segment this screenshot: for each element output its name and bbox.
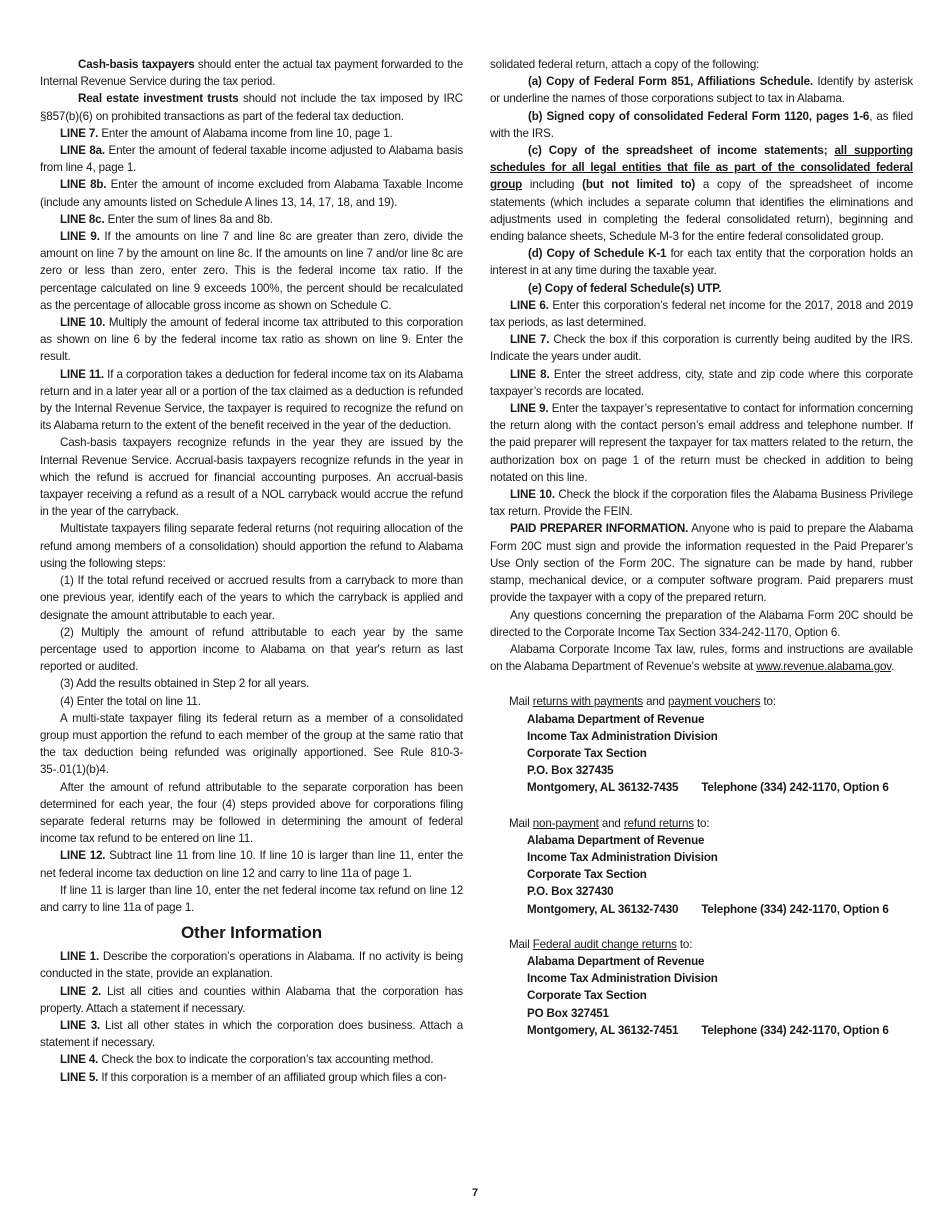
website-link[interactable]: www.revenue.alabama.gov <box>756 660 892 674</box>
paragraph-line-6: LINE 6. Enter this corporation’s federal net income for the 2017, 2018 and 2019 tax periods, as last determined. <box>490 298 913 330</box>
paragraph: Real estate investment trusts should not include the tax imposed by IRC §857(b)(6) on prohibited transactions as part of the federal tax deduction. <box>40 92 464 123</box>
item-d: (d) Copy of Schedule K-1 for each tax entity that the corporation holds an interest in at any time during the taxable year. <box>490 247 913 278</box>
mail-intro: Mail returns with payments and payment vouchers to: <box>509 695 776 709</box>
paragraph: Any questions concerning the preparation of the Alabama Form 20C should be directed to the Corporate Income Tax Section 334-242-1170, Option 6. <box>490 608 913 639</box>
address-city-phone: Montgomery, AL 36132-7435 Telephone (334) 242-1170, Option 6 <box>527 781 889 795</box>
paragraph-line-7: LINE 7. Check the box if this corporation is currently being audited by the IRS. Indicate the years under audit. <box>490 333 913 364</box>
paragraph-oi-line-5: LINE 5. If this corporation is a member of an affiliated group which files a con- <box>60 1070 447 1084</box>
paragraph-line-9: LINE 9. If the amounts on line 7 and line 8c are greater than zero, divide the amount on line 7 by the amount on line 8c. If the amounts on line 7 and/or line 8c are zero or less than zero, enter zero. This is the federal income tax ratio. If the percentage calculated on line 9 exceeds 100%, the percent should be recalculated as the percentage of allocable gross income as shown on Schedule C. <box>40 230 464 312</box>
step-3: (3) Add the results obtained in Step 2 for all years. <box>60 677 310 691</box>
paragraph: If line 11 is larger than line 10, enter the net federal income tax refund on line 12 and carry to line 11a of page 1. <box>40 883 463 914</box>
paragraph-paid-preparer: PAID PREPARER INFORMATION. Anyone who is paid to prepare the Alabama Form 20C must sign and provide the information requested in the Paid Preparer’s Use Only section of the Form 20C. The signature can be made by hand, rubber stamp, mechanical device, or a computer software program. Paid preparers must provide the taxpayer with a copy of the prepared return. <box>490 522 914 605</box>
address-line: Income Tax Administration Division <box>527 972 718 986</box>
left-column <box>40 56 463 1086</box>
paragraph: Cash-basis taxpayers recognize refunds in the year they are issued by the Internal Revenue Service. Accrual-basis taxpayers recognize refunds in the year in which the refund is accrued for financial accounting purposes. An accrual-basis taxpayer receiving a refund as a result of a NOL carryback would accrue the refund in the year of the carryback. <box>40 436 463 519</box>
item-c: (c) Copy of the spreadsheet of income statements; all supporting schedules for all legal entities that file as part of the consolidated federal group including (but not limited to) a copy of the spreadsheet of income statements (which includes a separate column that identifies the eliminations and adjustments used in completing the federal consolidated return), beginning and ending balance sheets, Schedule M-3 for the entire federal consolidated group. <box>490 144 914 244</box>
page-number: 7 <box>471 1187 479 1199</box>
paragraph-line-10: LINE 10. Multiply the amount of federal income tax attributed to this corporation as shown on line 6 by the federal income tax ratio as shown on line 9. Enter the result. <box>40 316 463 364</box>
paragraph-line-8c: LINE 8c. Enter the sum of lines 8a and 8b. <box>60 212 273 226</box>
paragraph: Cash-basis taxpayers should enter the actual tax payment forwarded to the Internal Revenue Service during the tax period. <box>40 58 463 89</box>
paragraph-line-12: LINE 12. Subtract line 11 from line 10. If line 10 is larger than line 11, enter the net federal income tax deduction on line 12 and carry to line 11a of page 1. <box>40 849 464 880</box>
address-line: Alabama Department of Revenue <box>527 712 705 726</box>
address-line: Corporate Tax Section <box>527 868 647 882</box>
address-line: Corporate Tax Section <box>527 746 647 760</box>
address-city-phone: Montgomery, AL 36132-7430 Telephone (334) 242-1170, Option 6 <box>527 902 889 916</box>
item-b: (b) Signed copy of consolidated Federal Form 1120, pages 1-6, as filed with the IRS. <box>490 109 914 140</box>
paragraph-line-8a: LINE 8a. Enter the amount of federal taxable income adjusted to Alabama basis from line 4, page 1. <box>40 144 463 175</box>
address-line: Alabama Department of Revenue <box>527 833 705 847</box>
paragraph-oi-line-3: LINE 3. List all other states in which the corporation does business. Attach a statement if necessary. <box>40 1018 463 1050</box>
paragraph-line-8: LINE 8. Enter the street address, city, state and zip code where this corporate taxpayer’s records are located. <box>490 367 913 398</box>
paragraph: Multistate taxpayers filing separate federal returns (not requiring allocation of the refund among members of a consolidation) should apportion the refund to Alabama using the following steps: <box>40 522 463 570</box>
address-city-phone: Montgomery, AL 36132-7451 Telephone (334) 242-1170, Option 6 <box>527 1023 889 1037</box>
step-4: (4) Enter the total on line 11. <box>60 694 201 708</box>
item-e: (e) Copy of federal Schedule(s) UTP. <box>528 281 722 295</box>
mail-block-federal-audit <box>490 936 913 1039</box>
mail-block-payments <box>490 693 913 796</box>
paragraph-line-9: LINE 9. Enter the taxpayer’s representative to contact for information concerning the return along with the contact person’s email address and telephone number. If the paid preparer will represent the taxpayer for tax matters related to the return, the authorization box on page 1 of the return must be checked in addition to being notated on this line. <box>490 402 913 484</box>
address-line: Income Tax Administration Division <box>527 729 718 743</box>
paragraph-oi-line-1: LINE 1. Describe the corporation’s operations in Alabama. If no activity is being conducted in the state, provide an explanation. <box>40 950 463 981</box>
item-a: (a) Copy of Federal Form 851, Affiliations Schedule. Identify by asterisk or underline the names of those corporations subject to tax in Alabama. <box>490 75 913 106</box>
right-column <box>490 56 913 1039</box>
paragraph-website: Alabama Corporate Income Tax law, rules, forms and instructions are available on the Alabama Department of Revenue’s website at www.revenue.alabama.gov. <box>490 642 913 674</box>
mail-intro: Mail non-payment and refund returns to: <box>509 816 710 830</box>
address-line: P.O. Box 327435 <box>527 764 614 778</box>
paragraph-line-11: LINE 11. If a corporation takes a deduction for federal income tax on its Alabama return and in a later year all or a portion of the tax claimed as a deduction is refunded by the Internal Revenue Service, the taxpayer is required to recognize the refund on its Alabama return to the extent of the benefit received in the year of the deduction. <box>40 367 463 433</box>
mail-intro: Mail Federal audit change returns to: <box>509 937 693 951</box>
paragraph-oi-line-2: LINE 2. List all cities and counties within Alabama that the corporation has property. Attach a statement if necessary. <box>40 984 464 1015</box>
mail-block-non-payment <box>490 815 913 918</box>
paragraph-line-8b: LINE 8b. Enter the amount of income excluded from Alabama Taxable Income (include any amounts listed on Schedule A lines 13, 14, 17, 18, and 19). <box>40 178 464 209</box>
paragraph: A multi-state taxpayer filing its federal return as a member of a consolidated group must apportion the refund to each member of the group at the same ratio that the tax deduction being refunded was originally apportioned. See Rule 810-3-35-.01(1)(b)4. <box>40 711 463 777</box>
paragraph-oi-line-4: LINE 4. Check the box to indicate the corporation’s tax accounting method. <box>60 1053 434 1067</box>
paragraph: After the amount of refund attributable to the separate corporation has been determined for each year, the four (4) steps provided above for corporations filing separate federal returns may be followed in determining the amount of federal income tax refund to be entered on line 11. <box>40 780 463 846</box>
paragraph-line-10: LINE 10. Check the block if the corporation files the Alabama Business Privilege tax return. Provide the FEIN. <box>490 488 913 519</box>
step-1: (1) If the total refund received or accrued results from a carryback to more than one previous year, identify each of the years to which the carryback is applied and designate the amount attributable to each year. <box>40 574 463 622</box>
step-2: (2) Multiply the amount of refund attributable to each year by the same percentage used to apportion income to Alabama on that year's return as last reported or audited. <box>40 625 463 674</box>
address-line: Income Tax Administration Division <box>527 850 718 864</box>
paragraph: solidated federal return, attach a copy of the following: <box>490 58 760 71</box>
paragraph-line-7: LINE 7. Enter the amount of Alabama income from line 10, page 1. <box>60 126 393 140</box>
address-line: Alabama Department of Revenue <box>527 954 705 968</box>
address-line: PO Box 327451 <box>527 1006 609 1020</box>
address-line: Corporate Tax Section <box>527 989 647 1003</box>
address-line: P.O. Box 327430 <box>527 885 614 899</box>
section-heading-other-information: Other Information <box>180 923 322 943</box>
